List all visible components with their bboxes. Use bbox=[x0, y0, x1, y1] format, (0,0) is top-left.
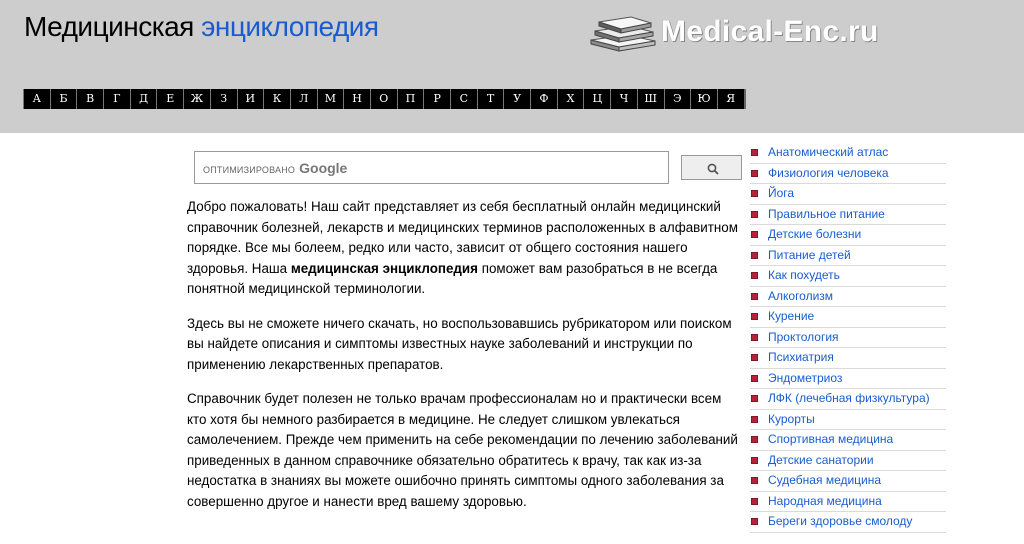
alphabet-letter[interactable]: Д bbox=[130, 89, 157, 109]
alphabet-letter[interactable]: Ш bbox=[637, 89, 664, 109]
search-icon bbox=[707, 163, 719, 175]
alphabet-letter[interactable]: К bbox=[263, 89, 290, 109]
bullet-icon bbox=[751, 395, 758, 402]
sidebar-item[interactable] bbox=[750, 512, 946, 533]
sidebar-item-label[interactable]: Как похудеть bbox=[768, 268, 840, 282]
bullet-icon bbox=[751, 272, 758, 279]
sidebar-item[interactable] bbox=[750, 246, 946, 267]
sidebar-item-label[interactable]: Эндометриоз bbox=[768, 370, 843, 385]
sidebar-item[interactable] bbox=[750, 307, 946, 328]
bullet-icon bbox=[751, 149, 758, 156]
site-title-accent: энциклопедия bbox=[201, 11, 379, 42]
alphabet-letter[interactable]: П bbox=[397, 89, 424, 109]
logo-text: Medical-Enc.ru bbox=[661, 15, 879, 48]
alphabet-letter[interactable]: И bbox=[237, 89, 264, 109]
sidebar-item-label[interactable]: Народная медицина bbox=[768, 493, 882, 508]
site-header bbox=[0, 0, 1024, 133]
alphabet-letter[interactable]: О bbox=[370, 89, 397, 109]
intro-paragraph: Добро пожаловать! Наш сайт представляет из себя бесплатный онлайн медицинский справочник болезней, лекарств и медицинских терминов расположенных в алфавитном порядке. Все мы болеем, редко или часто, зависит от общего состояния нашего здоровья. Наша медицинская энциклопедия поможет вам разобраться в не всегда понятной медицинской терминологии. bbox=[187, 199, 738, 296]
alphabet-letter[interactable]: Я bbox=[717, 89, 744, 109]
sidebar-item-label[interactable]: Йога bbox=[768, 186, 795, 200]
sidebar-item[interactable] bbox=[750, 205, 946, 226]
sidebar-item-label[interactable]: Курорты bbox=[768, 411, 815, 426]
search-button[interactable] bbox=[681, 155, 742, 180]
sidebar-item[interactable] bbox=[750, 164, 946, 185]
alphabet-letter[interactable]: В bbox=[76, 89, 103, 109]
alphabet-letter[interactable]: Ю bbox=[690, 89, 717, 109]
alphabet-letter[interactable]: Х bbox=[557, 89, 584, 109]
alphabet-letter[interactable]: Ж bbox=[183, 89, 210, 109]
sidebar-item[interactable] bbox=[750, 389, 946, 410]
search-input[interactable] bbox=[194, 151, 669, 184]
sidebar-nav bbox=[750, 143, 946, 533]
download-paragraph: Здесь вы не сможете ничего скачать, но воспользовавшись рубрикатором или поиском вы найдете описания и симптомы известных науке заболеваний и инструкции по применению лекарственных препаратов. bbox=[187, 315, 732, 372]
alphabet-letter[interactable]: Ч bbox=[610, 89, 637, 109]
sidebar-item[interactable] bbox=[750, 410, 946, 431]
site-title-main: Медицинская bbox=[24, 11, 194, 42]
sidebar-item[interactable] bbox=[750, 225, 946, 246]
bullet-icon bbox=[751, 211, 758, 218]
sidebar-item-label[interactable]: Правильное питание bbox=[768, 206, 885, 221]
sidebar-item-label[interactable]: Береги здоровье смолоду bbox=[768, 514, 913, 528]
alphabet-letter[interactable]: У bbox=[503, 89, 530, 109]
bullet-icon bbox=[751, 231, 758, 238]
sidebar-item-label[interactable]: Проктология bbox=[768, 329, 839, 344]
alphabet-letter[interactable]: З bbox=[210, 89, 237, 109]
alphabet-letter[interactable]: Л bbox=[290, 89, 317, 109]
bullet-icon bbox=[751, 518, 758, 525]
alphabet-letter[interactable]: А bbox=[23, 89, 50, 109]
bullet-icon bbox=[751, 477, 758, 484]
sidebar-item-label[interactable]: Судебная медицина bbox=[768, 473, 882, 487]
alphabet-letter[interactable]: С bbox=[450, 89, 477, 109]
sidebar-item[interactable] bbox=[750, 492, 946, 513]
books-icon bbox=[587, 10, 659, 56]
bullet-icon bbox=[751, 354, 758, 361]
sidebar-item-label[interactable]: Алкоголизм bbox=[768, 288, 834, 303]
alphabet-letter[interactable]: Г bbox=[103, 89, 130, 109]
sidebar-item[interactable] bbox=[750, 328, 946, 349]
alphabet-letter[interactable]: Н bbox=[343, 89, 370, 109]
sidebar-item[interactable] bbox=[750, 471, 946, 492]
bullet-icon bbox=[751, 375, 758, 382]
sidebar-item-label[interactable]: Психиатрия bbox=[768, 350, 834, 364]
bullet-icon bbox=[751, 436, 758, 443]
search-branding: ОПТИМИЗИРОВАНО Google bbox=[203, 160, 348, 176]
bullet-icon bbox=[751, 293, 758, 300]
disclaimer-paragraph: Справочник будет полезен не только врачам профессионалам но и практически всем кто хотя бы немного разбирается в медицине. Не следует слишком увлекаться самолечением. Прежде чем применить на себе рекомендации по лечению заболеваний приведенных в данном справочнике обязательно обратитесь к врачу, так как из-за недостатка в знаниях вы можете ошибочно принять симптомы одного заболевания за совершенно другое и нанести вред вашему здоровью. bbox=[187, 391, 738, 509]
alphabet-letter[interactable]: Ц bbox=[583, 89, 610, 109]
site-title[interactable] bbox=[24, 11, 379, 43]
sidebar-item[interactable] bbox=[750, 369, 946, 390]
sidebar-item[interactable] bbox=[750, 430, 946, 451]
sidebar-item-label[interactable]: Спортивная медицина bbox=[768, 432, 894, 446]
sidebar-item[interactable] bbox=[750, 348, 946, 369]
sidebar-item-label[interactable]: Курение bbox=[768, 309, 815, 323]
sidebar-item-label[interactable]: Детские болезни bbox=[768, 227, 862, 241]
alphabet-letter[interactable]: Ф bbox=[530, 89, 557, 109]
main-content bbox=[187, 197, 743, 526]
sidebar-item[interactable] bbox=[750, 184, 946, 205]
google-logo: Google bbox=[299, 160, 348, 176]
alphabet-letter[interactable]: Р bbox=[423, 89, 450, 109]
bullet-icon bbox=[751, 334, 758, 341]
bullet-icon bbox=[751, 190, 758, 197]
sidebar-item-label[interactable]: Физиология человека bbox=[768, 165, 889, 180]
sidebar-item[interactable] bbox=[750, 143, 946, 164]
sidebar-item[interactable] bbox=[750, 451, 946, 472]
sidebar-item[interactable] bbox=[750, 266, 946, 287]
bullet-icon bbox=[751, 416, 758, 423]
sidebar-item[interactable] bbox=[750, 287, 946, 308]
sidebar-item-label[interactable]: ЛФК (лечебная физкультура) bbox=[768, 391, 930, 405]
site-logo[interactable] bbox=[587, 10, 917, 56]
alphabet-letter[interactable]: Е bbox=[156, 89, 183, 109]
bullet-icon bbox=[751, 457, 758, 464]
bullet-icon bbox=[751, 170, 758, 177]
alphabet-letter[interactable]: М bbox=[317, 89, 344, 109]
alphabet-letter[interactable]: Т bbox=[477, 89, 504, 109]
alphabet-letter[interactable]: Б bbox=[50, 89, 77, 109]
bullet-icon bbox=[751, 498, 758, 505]
bullet-icon bbox=[751, 252, 758, 259]
sidebar-item-label[interactable]: Анатомический атлас bbox=[768, 145, 889, 159]
alphabet-nav bbox=[23, 89, 746, 109]
encyclopedia-highlight: медицинская энциклопедия bbox=[290, 260, 478, 276]
bullet-icon bbox=[751, 313, 758, 320]
sidebar-item-label[interactable]: Детские санатории bbox=[768, 452, 874, 467]
alphabet-letter[interactable]: Э bbox=[664, 89, 691, 109]
sidebar-item-label[interactable]: Питание детей bbox=[768, 247, 851, 262]
